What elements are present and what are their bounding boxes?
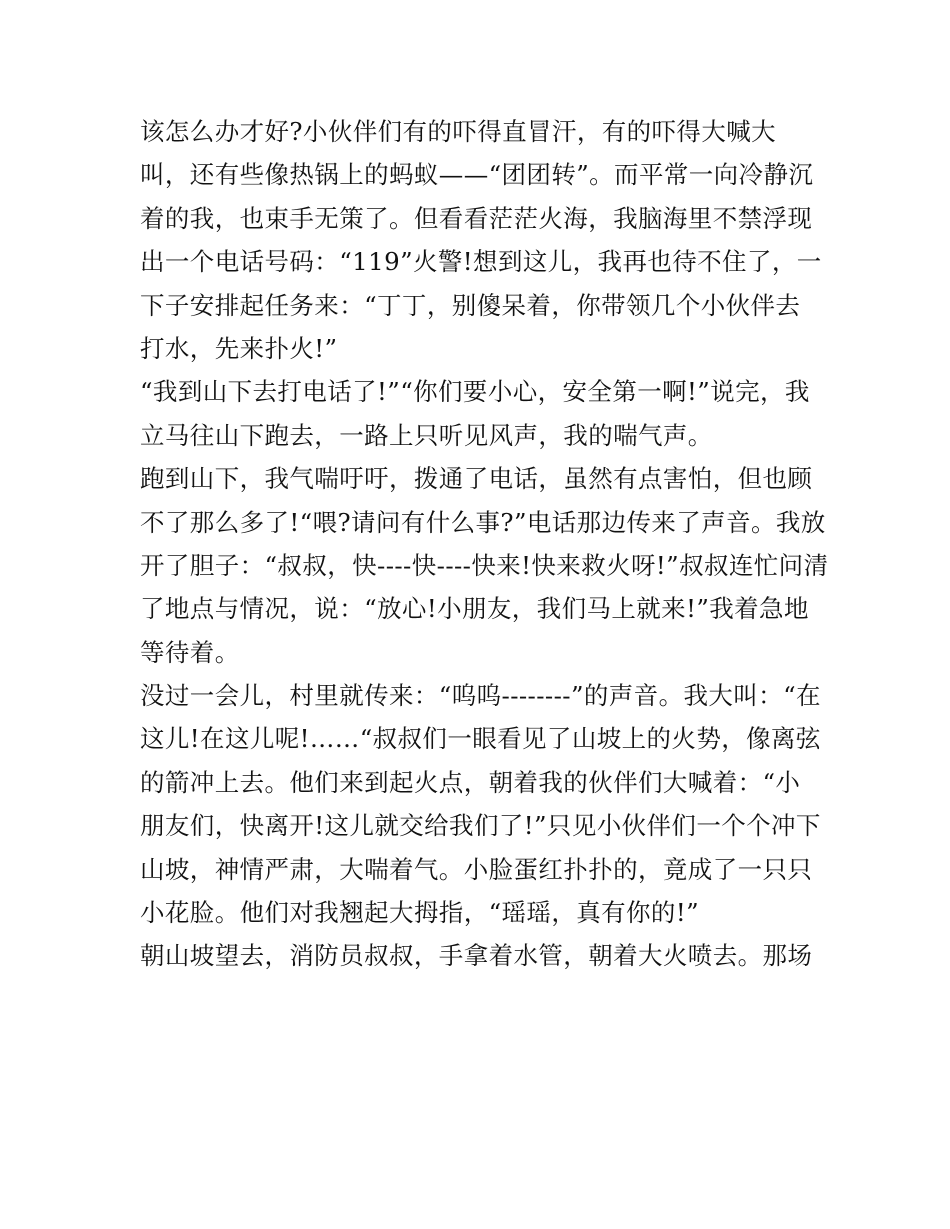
text-line: 山坡，神情严肃，大喘着气。小脸蛋红扑扑的，竟成了一只只: [140, 854, 813, 884]
text-line: “我到山下去打电话了!”“你们要小心，安全第一啊!”说完，我: [140, 377, 810, 407]
text-line: 的箭冲上去。他们来到起火点，朝着我的伙伴们大喊着：“小: [140, 767, 801, 797]
text-line: 开了胆子：“叔叔，快----快----快来!快来救火呀!”叔叔连忙问清: [140, 550, 829, 580]
text-line: 小花脸。他们对我翘起大拇指，“瑶瑶，真有你的!”: [140, 898, 699, 928]
text-line: 该怎么办才好?小伙伴们有的吓得直冒汗，有的吓得大喊大: [140, 117, 777, 146]
text-line: 下子安排起任务来：“丁丁，别傻呆着，你带领几个小伙伴去: [140, 290, 801, 320]
text-line: 着的我，也束手无策了。但看看茫茫火海，我脑海里不禁浮现: [140, 203, 813, 233]
text-line: 等待着。: [140, 637, 240, 667]
text-line: 立马往山下跑去，一路上只听见风声，我的喘气声。: [140, 420, 713, 450]
text-line: 叫，还有些像热锅上的蚂蚁——“团团转”。而平常一向冷静沉: [140, 160, 814, 190]
text-line: 不了那么多了!“喂?请问有什么事?”电话那边传来了声音。我放: [140, 507, 826, 537]
text-line: 跑到山下，我气喘吁吁，拨通了电话，虽然有点害怕，但也顾: [140, 464, 813, 494]
text-line: 这儿!在这儿呢!……“叔叔们一眼看见了山坡上的火势，像离弦: [140, 724, 821, 754]
text-line: 朋友们，快离开!这儿就交给我们了!”只见小伙伴们一个个冲下: [140, 811, 821, 841]
text-line: 出一个电话号码：“119”火警!想到这儿，我再也待不住了，一: [140, 247, 822, 277]
text-line: 朝山坡望去，消防员叔叔，手拿着水管，朝着大火喷去。那场: [140, 941, 813, 971]
text-line: 没过一会儿，村里就传来：“呜呜--------”的声音。我大叫：“在: [140, 681, 821, 711]
text-line: 了地点与情况，说：“放心!小朋友，我们马上就来!”我着急地: [140, 594, 809, 624]
document-body: [140, 110, 830, 978]
text-line: 打水，先来扑火!”: [140, 333, 338, 363]
